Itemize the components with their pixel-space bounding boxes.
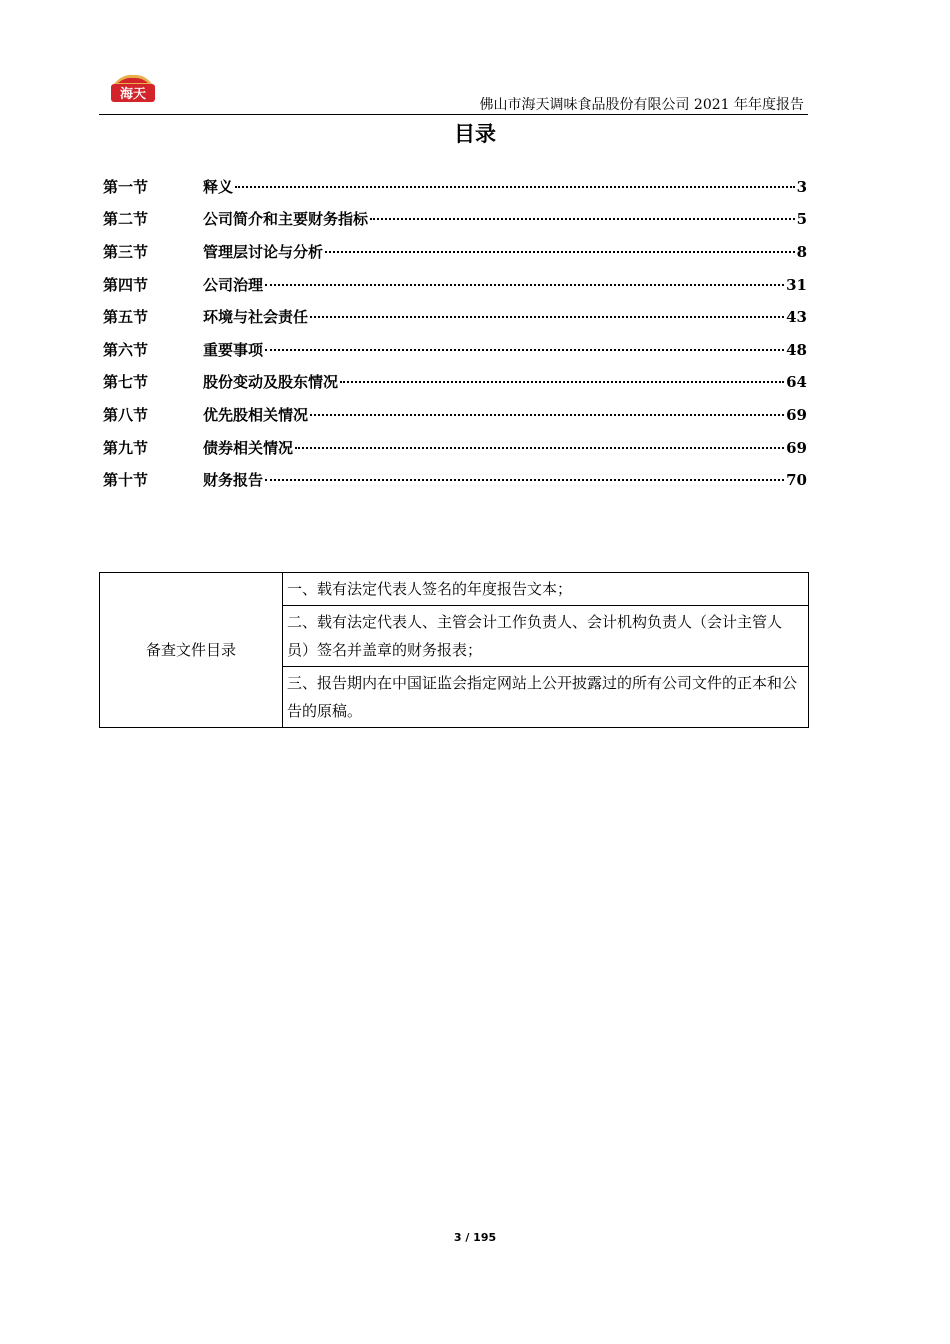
toc-leader-dots xyxy=(370,218,795,220)
haitian-logo xyxy=(108,72,158,106)
toc-page-number: 69 xyxy=(786,405,807,424)
toc-row[interactable] xyxy=(103,268,807,301)
toc-title: 目录 xyxy=(454,122,496,146)
toc-leader-dots xyxy=(235,186,795,188)
toc-section-number: 第六节 xyxy=(103,340,149,359)
toc-leader-dots xyxy=(310,316,784,318)
page-indicator: 3 / 195 xyxy=(453,1231,497,1244)
header-divider xyxy=(99,114,808,115)
toc-section-number: 第二节 xyxy=(103,210,149,229)
toc-page-number: 31 xyxy=(786,275,807,294)
toc-row[interactable] xyxy=(103,235,807,268)
toc-section-title: 公司治理 xyxy=(203,275,264,294)
toc-row[interactable] xyxy=(103,431,807,464)
toc-section-title: 优先股相关情况 xyxy=(203,405,309,424)
toc-page-number: 69 xyxy=(786,438,807,457)
toc-section-number: 第十节 xyxy=(103,471,149,490)
toc-page-number: 5 xyxy=(796,210,807,229)
toc-page-number: 64 xyxy=(786,373,807,392)
toc-section-title: 债券相关情况 xyxy=(203,438,294,457)
toc-leader-dots xyxy=(295,447,784,449)
toc-section-title: 管理层讨论与分析 xyxy=(203,242,324,261)
toc-row[interactable] xyxy=(103,333,807,366)
toc-row[interactable] xyxy=(103,300,807,333)
toc-section-title: 环境与社会责任 xyxy=(203,308,309,327)
toc-section-number: 第五节 xyxy=(103,308,149,327)
toc-section-title: 重要事项 xyxy=(203,340,264,359)
toc-row[interactable] xyxy=(103,463,807,496)
toc-section-number: 第八节 xyxy=(103,405,149,424)
reference-document-item: 三、报告期内在中国证监会指定网站上公开披露过的所有公司文件的正本和公告的原稿。 xyxy=(283,667,809,728)
toc-row[interactable] xyxy=(103,203,807,236)
toc-page-number: 8 xyxy=(796,242,807,261)
report-header-title: 佛山市海天调味食品股份有限公司 2021 年年度报告 xyxy=(479,97,804,113)
toc-leader-dots xyxy=(340,381,784,383)
toc-leader-dots xyxy=(310,414,784,416)
toc-section-number: 第九节 xyxy=(103,438,149,457)
toc-row[interactable] xyxy=(103,170,807,203)
toc-leader-dots xyxy=(265,284,784,286)
toc-page-number: 70 xyxy=(786,471,807,490)
table-of-contents xyxy=(103,170,807,496)
toc-section-title: 财务报告 xyxy=(203,471,264,490)
reference-documents-label: 备查文件目录 xyxy=(100,573,283,728)
toc-section-number: 第三节 xyxy=(103,242,149,261)
toc-page-number: 3 xyxy=(796,177,807,196)
toc-section-title: 释义 xyxy=(203,177,234,196)
svg-text:海天: 海天 xyxy=(119,87,147,102)
toc-row[interactable] xyxy=(103,366,807,399)
reference-documents-table xyxy=(99,572,809,728)
reference-document-item: 一、载有法定代表人签名的年度报告文本； xyxy=(283,573,809,606)
toc-leader-dots xyxy=(325,251,795,253)
toc-section-number: 第一节 xyxy=(103,177,149,196)
toc-row[interactable] xyxy=(103,398,807,431)
reference-document-item: 二、载有法定代表人、主管会计工作负责人、会计机构负责人（会计主管人员）签名并盖章的财务报表； xyxy=(283,606,809,667)
toc-page-number: 43 xyxy=(786,308,807,327)
toc-section-title: 股份变动及股东情况 xyxy=(203,373,339,392)
toc-leader-dots xyxy=(265,479,784,481)
toc-page-number: 48 xyxy=(786,340,807,359)
toc-section-title: 公司简介和主要财务指标 xyxy=(203,210,369,229)
toc-leader-dots xyxy=(265,349,784,351)
toc-section-number: 第四节 xyxy=(103,275,149,294)
toc-section-number: 第七节 xyxy=(103,373,149,392)
